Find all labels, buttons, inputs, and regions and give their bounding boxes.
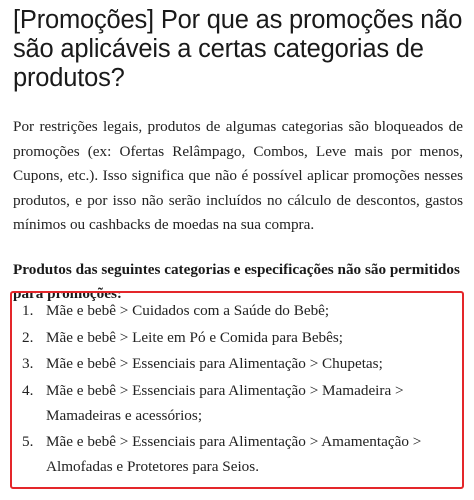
list-item-text: Mãe e bebê > Cuidados com a Saúde do Bebê; [46, 302, 330, 319]
page-title: [Promoções] Por que as promoções não são aplicáveis a certas categorias de produtos? [13, 6, 463, 92]
list-item-number: 4. [22, 381, 34, 399]
list-item-number: 5. [22, 433, 34, 450]
category-list-heading: Produtos das seguintes categorias e especificações não são permitidos para promoções: [13, 260, 460, 302]
list-item-text: Mãe e bebê > Essenciais para Alimentação > Mamadeira > Mamadeiras e acessórios; [46, 381, 404, 424]
list-item [22, 429, 452, 479]
list-item-number: 3. [22, 355, 34, 372]
list-item-number: 1. [22, 302, 34, 319]
restricted-category-list [22, 298, 452, 481]
intro-paragraph: Por restrições legais, produtos de algumas categorias são bloqueados de promoções (ex: Ofertas Relâmpago, Combos, Leve mais por menos, Cupons, etc.). Isso significa que não é possível aplicar promoções nesses produtos, e por isso não serão incluídos no cálculo de descontos, gastos mínimos ou cashbacks de moedas na sua compra. [13, 118, 463, 233]
list-item-text: Mãe e bebê > Leite em Pó e Comida para Bebês; [46, 328, 344, 346]
list-item-text: Mãe e bebê > Essenciais para Alimentação > Amamentação > Almofadas e Protetores para Seios. [46, 433, 422, 475]
list-item-text: Mãe e bebê > Essenciais para Alimentação > Chupetas; [46, 355, 383, 372]
list-item [22, 298, 452, 323]
list-item [22, 378, 452, 428]
article [13, 6, 463, 306]
list-item-number: 2. [22, 328, 34, 346]
list-item [22, 351, 452, 376]
list-item [22, 325, 452, 350]
